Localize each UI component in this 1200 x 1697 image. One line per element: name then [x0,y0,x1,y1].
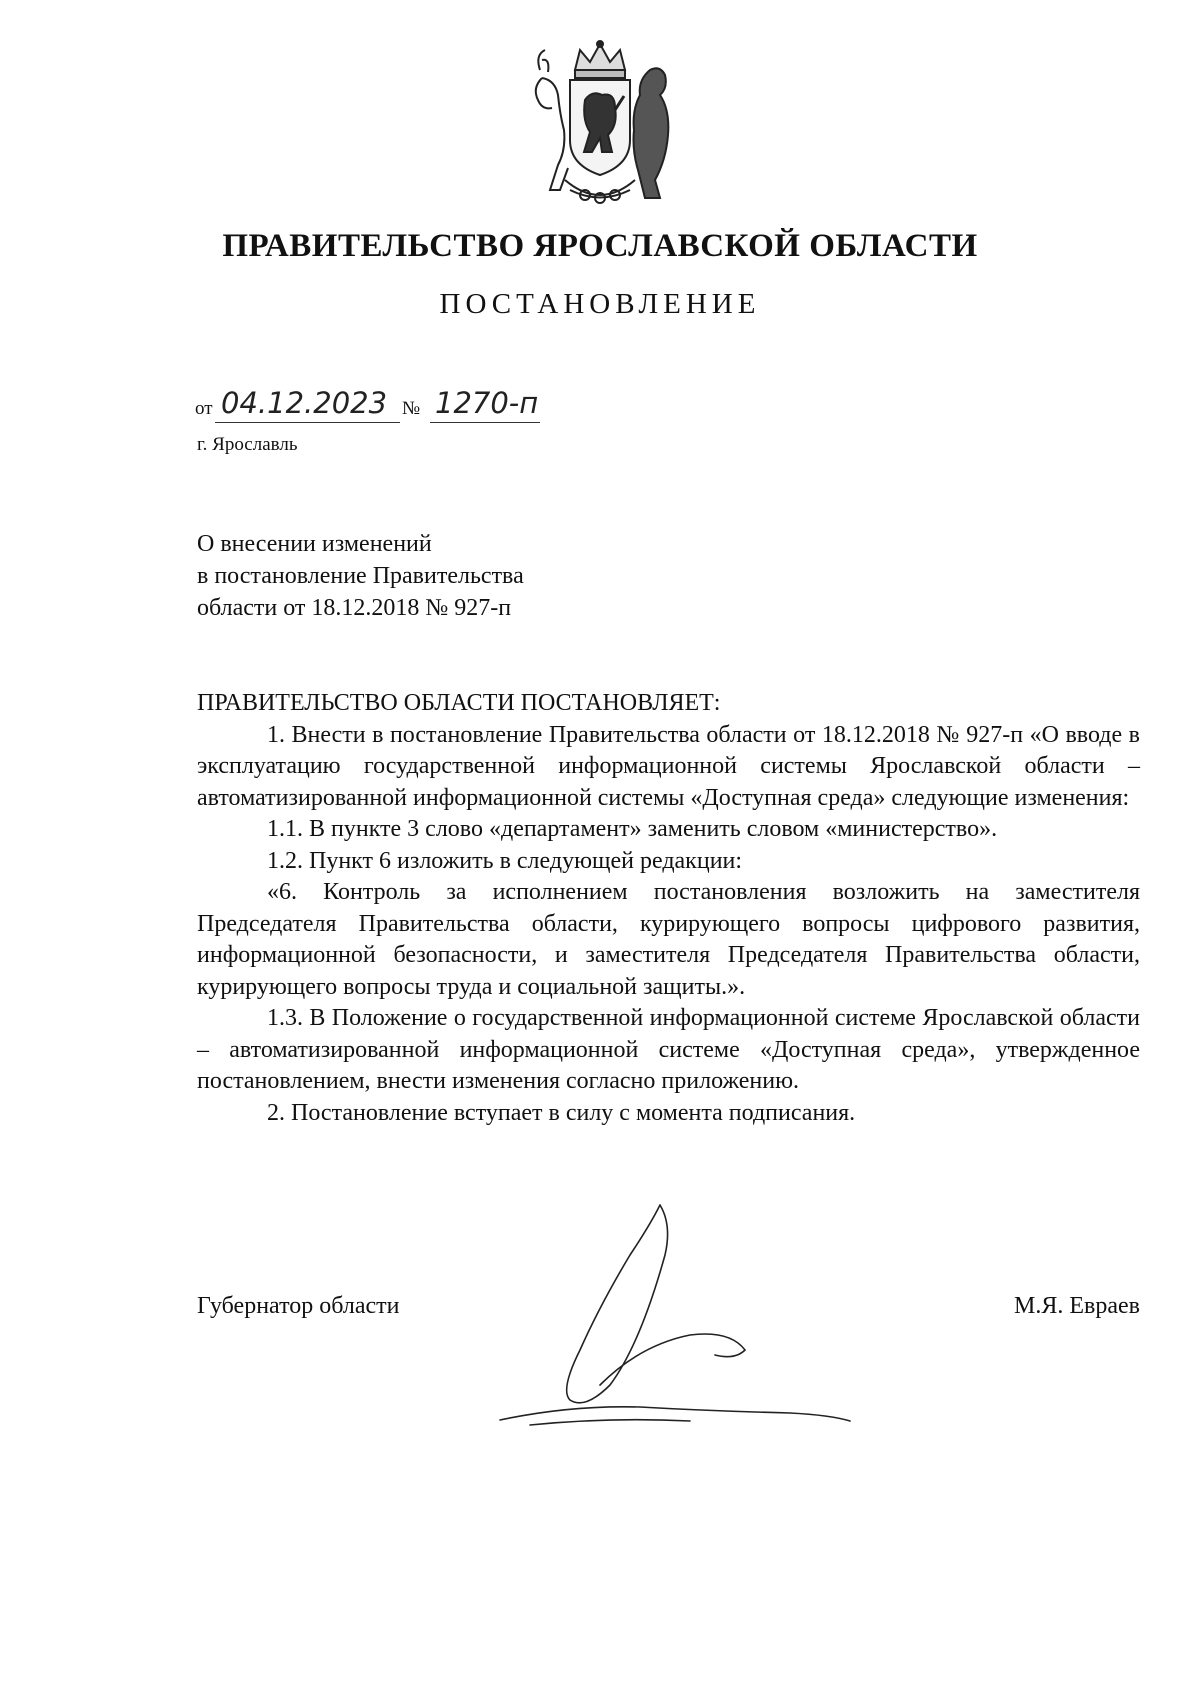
subject-line: О внесении изменений [197,531,432,557]
subject-line: области от 18.12.2018 № 927-п [197,595,512,621]
document-body [197,688,1140,1129]
paragraph: 1. Внести в постановление Правительства области от 18.12.2018 № 927-п «О вводе в эксплуатацию государственной информационной системы Ярославской области – автоматизированной информационной системы «Доступная среда» следующие изменения: [197,721,1140,811]
paragraph: 1.3. В Положение о государственной информационной системе Ярославской области – автоматизированной информационной системе «Доступная среда», утвержденное постановлением, внести изменения согласно приложению. [197,1005,1140,1094]
date-prefix: от [195,398,213,419]
document-type: ПОСТАНОВЛЕНИЕ [439,288,761,320]
coat-of-arms-icon [520,40,680,210]
number-prefix: № [402,398,421,419]
document-subject [197,528,717,624]
government-title: ПРАВИТЕЛЬСТВО ЯРОСЛАВСКОЙ ОБЛАСТИ [222,228,978,264]
signer-name: М.Я. Евраев [1014,1293,1140,1319]
paragraph: 1.1. В пункте 3 слово «департамент» заменить словом «министерство». [267,816,998,842]
paragraph: «6. Контроль за исполнением постановления возложить на заместителя Председателя Правительства области, курирующего вопросы цифрового развития, информационной безопасности, и заместителя Председателя Правительства области, курирующего вопросы труда и социальной защиты.». [197,879,1140,1000]
document-number: 1270-п [435,386,539,420]
resolves-heading: ПРАВИТЕЛЬСТВО ОБЛАСТИ ПОСТАНОВЛЯЕТ: [197,690,721,716]
paragraph: 1.2. Пункт 6 изложить в следующей редакции: [267,847,743,874]
date-underline [215,422,400,423]
date-number-row [195,386,795,432]
document-date: 04.12.2023 [221,386,388,420]
subject-line: в постановление Правительства [197,563,524,589]
handwritten-signature-icon [490,1185,910,1445]
city: г. Ярославль [197,434,298,455]
paragraph: 2. Постановление вступает в силу с момента подписания. [267,1099,856,1126]
signer-position: Губернатор области [197,1293,400,1319]
number-underline [430,422,540,423]
